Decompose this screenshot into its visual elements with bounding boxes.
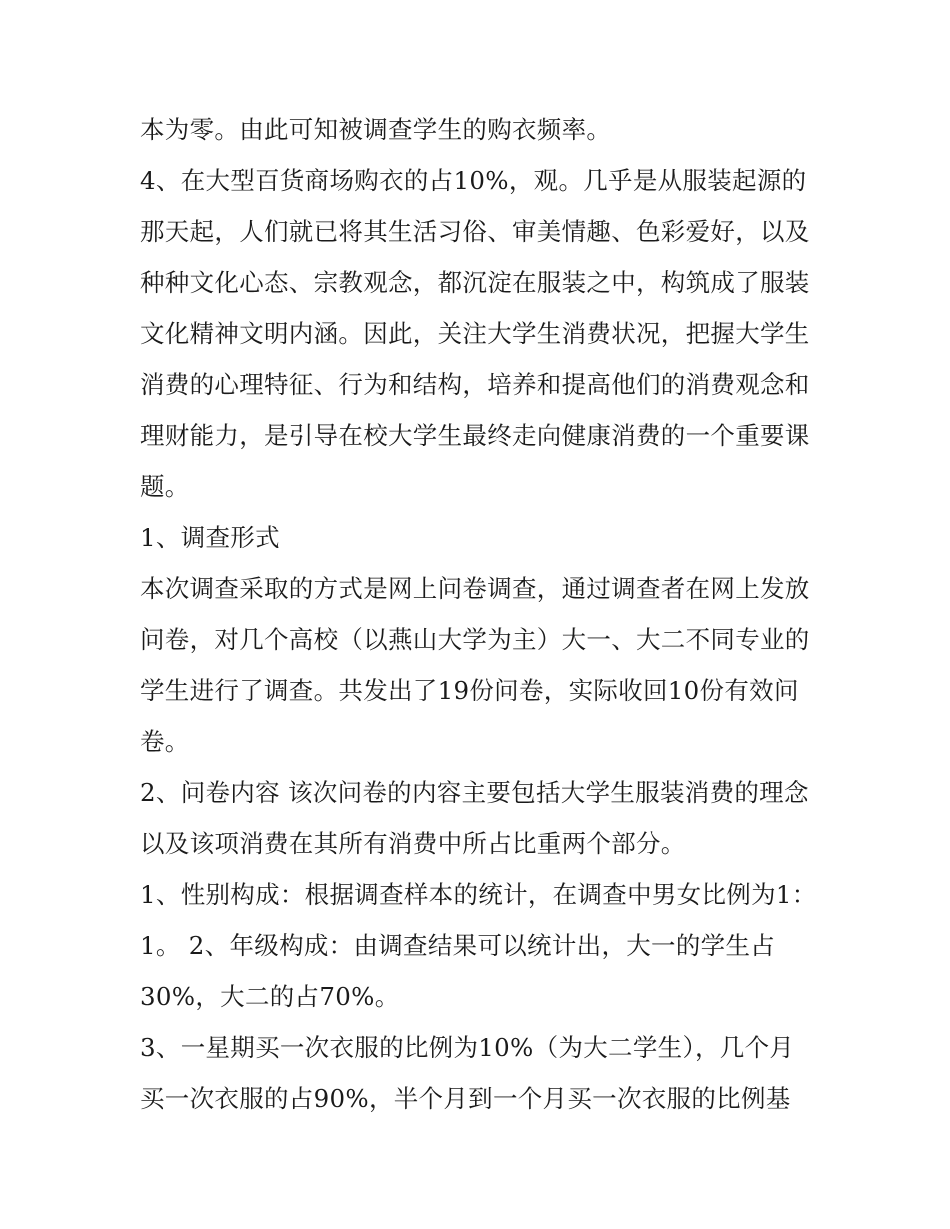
text-line: 2、问卷内容 该次问卷的内容主要包括大学生服装消费的理念 bbox=[140, 778, 809, 807]
text-line: 题。 bbox=[140, 472, 190, 501]
text-line: 买一次衣服的占90%，半个月到一个月买一次衣服的比例基 bbox=[140, 1084, 791, 1113]
text-line: 本次调查采取的方式是网上问卷调查，通过调查者在网上发放 bbox=[140, 574, 810, 603]
text-line: 问卷，对几个高校（以燕山大学为主）大一、大二不同专业的 bbox=[140, 625, 810, 654]
document-body bbox=[140, 104, 820, 1124]
text-line: 3、一星期买一次衣服的比例为10%（为大二学生），几个月 bbox=[140, 1033, 795, 1062]
text-line: 学生进行了调查。共发出了19份问卷，实际收回10份有效问 bbox=[140, 676, 799, 705]
text-line: 以及该项消费在其所有消费中所占比重两个部分。 bbox=[140, 829, 686, 858]
text-line: 本为零。由此可知被调查学生的购衣频率。 bbox=[140, 115, 612, 144]
text-line: 那天起，人们就已将其生活习俗、审美情趣、色彩爱好，以及 bbox=[140, 217, 810, 246]
section-heading: 1、调查形式 bbox=[140, 523, 280, 552]
text-line: 消费的心理特征、行为和结构，培养和提高他们的消费观念和 bbox=[140, 370, 810, 399]
text-line: 理财能力，是引导在校大学生最终走向健康消费的一个重要课 bbox=[140, 421, 810, 450]
text-line: 卷。 bbox=[140, 727, 190, 756]
text-line: 文化精神文明内涵。因此，关注大学生消费状况，把握大学生 bbox=[140, 319, 810, 348]
text-line: 4、在大型百货商场购衣的占10%，观。几乎是从服装起源的 bbox=[140, 166, 807, 195]
text-line: 1。 2、年级构成：由调查结果可以统计出，大一的学生占 bbox=[140, 931, 776, 960]
text-line: 30%，大二的占70%。 bbox=[140, 982, 400, 1011]
text-line: 1、性别构成：根据调查样本的统计，在调查中男女比例为1： bbox=[140, 880, 817, 909]
text-line: 种种文化心态、宗教观念，都沉淀在服装之中，构筑成了服装 bbox=[140, 268, 810, 297]
